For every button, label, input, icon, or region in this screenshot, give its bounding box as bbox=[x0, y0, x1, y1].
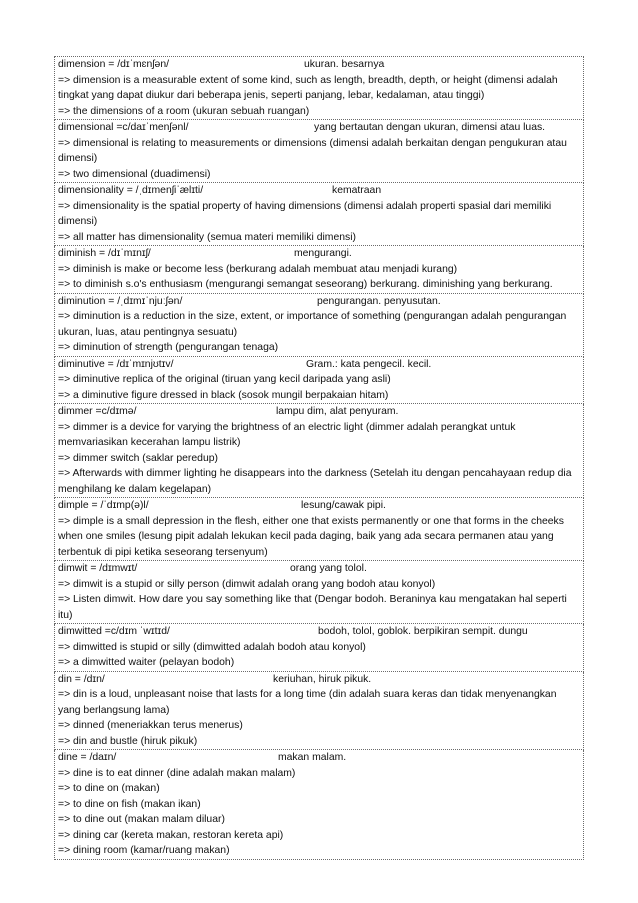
entry-translation: makan malam. bbox=[278, 752, 347, 763]
entry-header bbox=[58, 672, 580, 688]
entry-term: diminution = /ˌdɪmɪˈnjuːʃən/ bbox=[58, 295, 183, 307]
entry-line: => to diminish s.o's enthusiasm (mengurangi semangat seseorang) berkurang. diminishing yang berkurang. bbox=[58, 279, 553, 290]
dictionary-entry-dimwit bbox=[54, 561, 584, 624]
entry-header bbox=[58, 404, 580, 420]
entry-line: => all matter has dimensionality (semua materi memiliki dimensi) bbox=[58, 231, 356, 243]
entry-translation: mengurangi. bbox=[294, 248, 352, 259]
dictionary-entry-dimple bbox=[54, 498, 584, 561]
entry-line: => a diminutive figure dressed in black (sosok mungil berpakaian hitam) bbox=[58, 389, 389, 401]
entry-line: => diminutive replica of the original (tiruan yang kecil daripada yang asli) bbox=[58, 374, 391, 385]
entry-term: dimensionality = /ˌdɪmenʃiˈælɪti/ bbox=[58, 185, 204, 196]
entry-translation: lesung/cawak pipi. bbox=[301, 500, 386, 511]
entry-line: => diminish is make or become less (berkurang adalah membuat atau menjadi kurang) bbox=[58, 263, 458, 275]
entry-line: => dining car (kereta makan, restoran kereta api) bbox=[58, 829, 284, 841]
entry-translation: Gram.: kata pengecil. kecil. bbox=[306, 358, 432, 370]
dictionary-entry-diminutive bbox=[54, 357, 584, 405]
entry-line: => to dine on fish (makan ikan) bbox=[58, 798, 201, 810]
entry-term: dimensional =c/daɪˈmenʃənl/ bbox=[58, 122, 189, 133]
entry-translation: lampu dim, alat penyuram. bbox=[276, 406, 399, 417]
entry-line: => diminution is a reduction in the size, extent, or importance of something (pengurangan adalah pengurangan ukuran, luas, atau pentingnya sesuatu) bbox=[58, 311, 567, 338]
entry-header bbox=[58, 750, 580, 766]
entry-line: => dimensional is relating to measurements or dimensions (dimensi adalah berkaitan dengan pengukuran atau dimensi) bbox=[58, 137, 567, 164]
dictionary-entry-dimensionality bbox=[54, 183, 584, 246]
entry-header bbox=[58, 498, 580, 514]
entry-line: => dimmer is a device for varying the brightness of an electric light (dimmer adalah perangkat untuk memvariasikan kecerahan lampu listrik) bbox=[58, 421, 516, 448]
entry-line: => the dimensions of a room (ukuran sebuah ruangan) bbox=[58, 105, 310, 117]
entry-line: => dimple is a small depression in the flesh, either one that exists permanently or one that forms in the cheeks when one smiles (lesung pipit adalah lekukan kecil pada daging, baik yang ada secara permanen atau yang terbentuk di pipi ketika seseorang tersenyum) bbox=[58, 515, 564, 558]
entry-term: diminish = /dɪˈmɪnɪʃ/ bbox=[58, 248, 151, 259]
entry-term: dimple = /ˈdɪmp(ə)l/ bbox=[58, 500, 149, 511]
dictionary-entry-dimwitted bbox=[54, 624, 584, 672]
entry-term: dimwit = /dɪmwɪt/ bbox=[58, 563, 138, 574]
entry-translation: keriuhan, hiruk pikuk. bbox=[273, 673, 372, 685]
entry-line: => din and bustle (hiruk pikuk) bbox=[58, 735, 198, 747]
entry-line: => dimensionality is the spatial property of having dimensions (dimensi adalah properti spasial dari memiliki dimensi) bbox=[58, 200, 552, 227]
entry-line: => to dine on (makan) bbox=[58, 783, 160, 794]
entry-term: dine = /daɪn/ bbox=[58, 752, 117, 763]
entry-term: diminutive = /dɪˈmɪnjʊtɪv/ bbox=[58, 358, 174, 370]
entry-term: dimmer =c/dɪmə/ bbox=[58, 406, 137, 417]
entry-line: => two dimensional (duadimensi) bbox=[58, 168, 211, 180]
entry-translation: yang bertautan dengan ukuran, dimensi atau luas. bbox=[314, 122, 546, 133]
entry-header bbox=[58, 357, 580, 373]
entry-translation: bodoh, tolol, goblok. berpikiran sempit. dungu bbox=[318, 626, 528, 637]
entry-line: => Afterwards with dimmer lighting he disappears into the darkness (Setelah itu dengan pencahayaan redup dia menghilang ke dalam kegelapan) bbox=[58, 468, 572, 495]
entry-line: => dining room (kamar/ruang makan) bbox=[58, 845, 230, 856]
entry-translation: ukuran. besarnya bbox=[304, 59, 385, 70]
entry-line: => dimwit is a stupid or silly person (dimwit adalah orang yang bodoh atau konyol) bbox=[58, 578, 436, 590]
dictionary-entry-dimensional bbox=[54, 120, 584, 183]
entry-header bbox=[58, 246, 580, 262]
entry-translation: kematraan bbox=[332, 185, 382, 196]
entry-header bbox=[58, 120, 580, 136]
entry-line: => dine is to eat dinner (dine adalah makan malam) bbox=[58, 767, 296, 779]
entry-term: dimension = /dɪˈmɛnʃən/ bbox=[58, 59, 169, 70]
entry-translation: orang yang tolol. bbox=[290, 563, 367, 574]
dictionary-entry-diminish bbox=[54, 246, 584, 294]
dictionary-entry-din bbox=[54, 672, 584, 751]
entry-header bbox=[58, 624, 580, 640]
entry-line: => to dine out (makan malam diluar) bbox=[58, 814, 225, 825]
dictionary-entry-dimension bbox=[54, 56, 584, 120]
entry-header bbox=[58, 57, 580, 73]
entry-line: => Listen dimwit. How dare you say something like that (Dengar bodoh. Beraninya kau mengatakan hal seperti itu) bbox=[58, 594, 567, 621]
entry-term: dimwitted =c/dɪm ˈwɪtɪd/ bbox=[58, 626, 170, 637]
entry-line: => a dimwitted waiter (pelayan bodoh) bbox=[58, 657, 235, 668]
entry-line: => dimension is a measurable extent of some kind, such as length, breadth, depth, or height (dimensi adalah tingkat yang dapat diukur dari beberapa jenis, seperti panjang, lebar, kedalaman, atau tinggi) bbox=[58, 74, 558, 101]
entry-line: => dimwitted is stupid or silly (dimwitted adalah bodoh atau konyol) bbox=[58, 641, 366, 653]
entry-line: => dimmer switch (saklar peredup) bbox=[58, 452, 218, 464]
entry-term: din = /dɪn/ bbox=[58, 673, 105, 685]
entry-line: => dinned (meneriakkan terus menerus) bbox=[58, 720, 243, 731]
entry-translation: pengurangan. penyusutan. bbox=[317, 295, 441, 307]
dictionary-entry-diminution bbox=[54, 294, 584, 357]
entry-line: => din is a loud, unpleasant noise that lasts for a long time (din adalah suara keras dan tidak menyenangkan yang berlangsung lama) bbox=[58, 689, 557, 716]
entry-header bbox=[58, 183, 580, 199]
document-page bbox=[54, 56, 584, 860]
dictionary-entry-dine bbox=[54, 750, 584, 860]
entry-line: => diminution of strength (pengurangan tenaga) bbox=[58, 342, 279, 353]
dictionary-entry-dimmer bbox=[54, 404, 584, 498]
entry-header bbox=[58, 294, 580, 310]
entry-header bbox=[58, 561, 580, 577]
